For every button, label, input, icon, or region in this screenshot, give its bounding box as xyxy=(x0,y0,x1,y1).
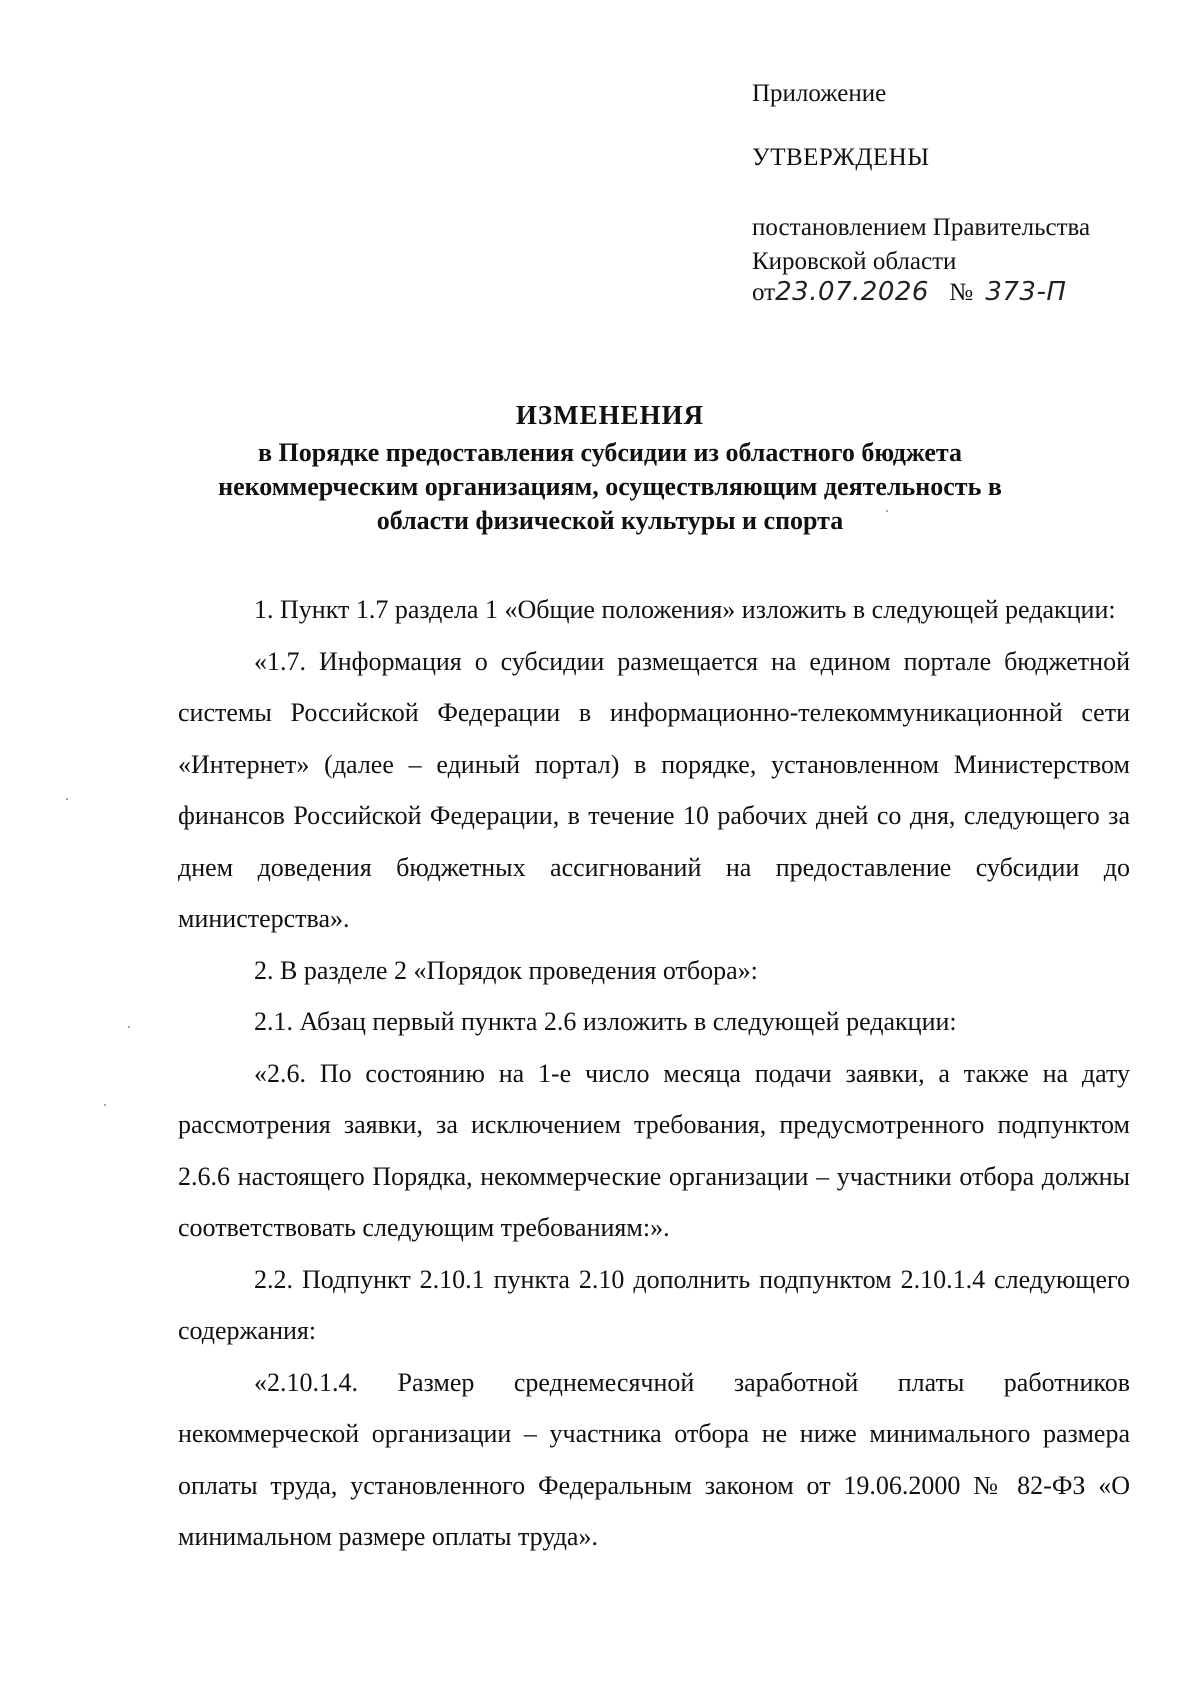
scan-speck xyxy=(886,510,888,512)
paragraph-1-7: «1.7. Информация о субсидии размещается на едином портале бюджетной системы Российской Федерации в информационно-телекоммуникационной сети «Интернет» (далее – единый портал) в порядке, установленном Министерством финансов Российской Федерации, в течение 10 рабочих дней со дня, следующего за днем доведения бюджетных ассигнований на предоставление субсидии до министерства». xyxy=(178,646,1130,933)
paragraph-2-1: 2.1. Абзац первый пункта 2.6 изложить в следующей редакции: xyxy=(254,1007,957,1036)
paragraph-2-6: «2.6. По состоянию на 1-е число месяца подачи заявки, а также на дату рассмотрения заявки, за исключением требования, предусмотренного подпунктом 2.6.6 настоящего Порядка, некоммерческие организации – участники отбора должны соответствовать следующим требованиям:». xyxy=(178,1058,1130,1242)
document-body xyxy=(178,584,1130,1563)
document-title xyxy=(180,398,1040,538)
title-subtitle: в Порядке предоставления субсидии из областного бюджета некоммерческим организациям, осуществляющим деятельность в области физической культуры и спорта xyxy=(218,438,1002,535)
handwritten-date: 23.07.2026 xyxy=(775,277,929,307)
decree-line-1: постановлением Правительства xyxy=(752,214,1091,241)
paragraph-2-10-1-4: «2.10.1.4. Размер среднемесячной заработной платы работников некоммерческой организации – участника отбора не ниже минимального размера оплаты труда, установленного Федеральным законом от 19.06.2000 № 82-ФЗ «О минимальном размере оплаты труда». xyxy=(178,1367,1130,1551)
title-main: ИЗМЕНЕНИЯ xyxy=(515,400,705,430)
approved-label: УТВЕРЖДЕНЫ xyxy=(752,144,930,171)
appendix-label: Приложение xyxy=(752,80,887,107)
paragraph-2: 2. В разделе 2 «Порядок проведения отбора»: xyxy=(254,955,758,985)
paragraph-1: 1. Пункт 1.7 раздела 1 «Общие положения» изложить в следующей редакции: xyxy=(254,595,1116,624)
decree-date-line xyxy=(752,276,1066,309)
paragraph-2-2: 2.2. Подпункт 2.10.1 пункта 2.10 дополнить подпунктом 2.10.1.4 следующего содержания: xyxy=(178,1264,1130,1345)
handwritten-number: 373-П xyxy=(985,277,1067,307)
date-prefix: от xyxy=(752,279,776,306)
number-prefix: № xyxy=(949,279,974,306)
scan-speck xyxy=(66,798,68,800)
scan-speck xyxy=(128,1026,130,1028)
scan-speck xyxy=(104,1104,106,1106)
decree-line-2: Кировской области xyxy=(752,248,957,275)
